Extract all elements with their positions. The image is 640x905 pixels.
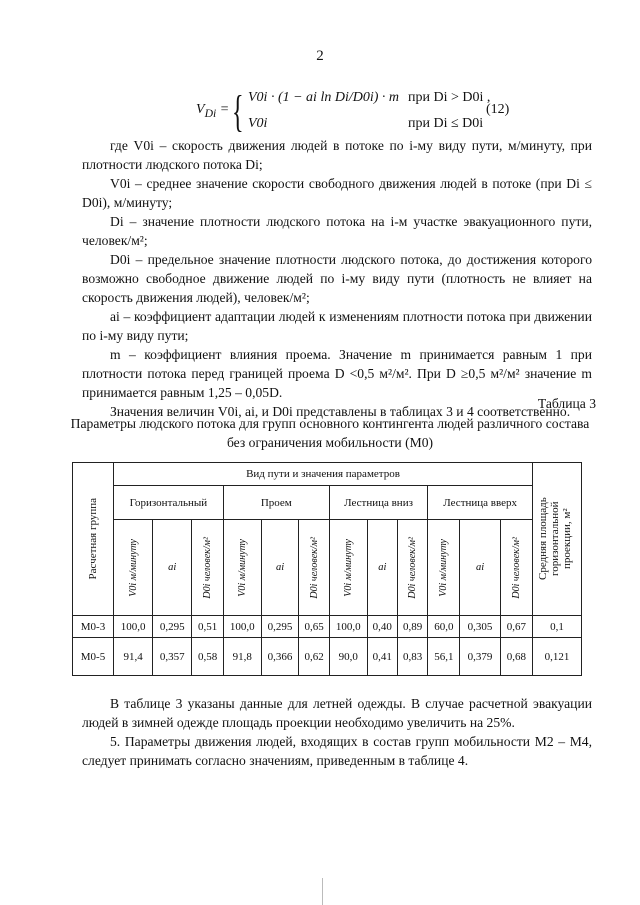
cell: 0,357 xyxy=(153,638,192,676)
row-area: 0,1 xyxy=(533,616,582,638)
sub-v0i: V0i м/минуту xyxy=(223,520,261,616)
cell: 0,83 xyxy=(397,638,427,676)
cell: 0,366 xyxy=(261,638,299,676)
table-row xyxy=(73,616,582,638)
cell: 91,4 xyxy=(114,638,153,676)
definition-v0i: V0i – среднее значение скорости свободного движения людей в потоке (при Di ≤ D0i), м/минуту; xyxy=(82,176,592,210)
sub-v0i: V0i м/минуту xyxy=(329,520,367,616)
sub-ai: ai xyxy=(261,520,299,616)
cell: 100,0 xyxy=(223,616,261,638)
cell: 0,58 xyxy=(192,638,223,676)
sub-v0i: V0i м/минуту xyxy=(114,520,153,616)
cell: 0,295 xyxy=(153,616,192,638)
row-group: М0-5 xyxy=(73,638,114,676)
definition-v: где V0i – скорость движения людей в потоке по i-му виду пути, м/минуту, при плотности людского потока Di; xyxy=(82,138,592,172)
after-table-text xyxy=(82,694,592,770)
area-header: Средняя площадь горизонтальной проекции, м² xyxy=(533,463,582,616)
formula-condition-1: при Di > D0i , xyxy=(408,90,491,105)
sub-ai: ai xyxy=(367,520,397,616)
sub-ai: ai xyxy=(460,520,500,616)
cell: 60,0 xyxy=(428,616,460,638)
formula-line-2: V0i xyxy=(248,116,268,131)
formula-lhs: $V_{Di}$ = xyxy=(196,102,230,120)
cell: 90,0 xyxy=(329,638,367,676)
definition-m: m – коэффициент влияния проема. Значение m принимается равным 1 при плотности потока перед границей проема D <0,5 м²/м². При D ≥0,5 м²/м² значение m принимается равным 1,25 – 0,05D. xyxy=(82,347,592,400)
cell: 0,41 xyxy=(367,638,397,676)
paragraph-5: 5. Параметры движения людей, входящих в состав групп мобильности М2 – М4, следует принимать согласно значениям, приведенным в таблице 4. xyxy=(82,734,592,768)
cell: 0,89 xyxy=(397,616,427,638)
parameters-table xyxy=(72,462,582,676)
path-stairs-up: Лестница вверх xyxy=(428,486,533,520)
formula-condition-2: при Di ≤ D0i xyxy=(408,116,484,131)
scan-artifact xyxy=(322,878,323,905)
params-header: Вид пути и значения параметров xyxy=(114,463,533,486)
group-header: Расчетная группа xyxy=(73,463,114,616)
table-row xyxy=(73,638,582,676)
cell: 0,379 xyxy=(460,638,500,676)
values-reference: Значения величин V0i, ai, и D0i представлены в таблицах 3 и 4 соответственно. xyxy=(110,404,571,419)
table-caption: Параметры людского потока для групп основного контингента людей различного состава без ограничения мобильности (М0) xyxy=(70,416,590,450)
definition-ai: ai – коэффициент адаптации людей к изменениям плотности потока при движении по i-му виду пути; xyxy=(82,309,592,343)
row-area: 0,121 xyxy=(533,638,582,676)
cell: 0,40 xyxy=(367,616,397,638)
cell: 56,1 xyxy=(428,638,460,676)
cell: 0,65 xyxy=(299,616,329,638)
formula-number: (12) xyxy=(486,102,510,117)
cell: 0,295 xyxy=(261,616,299,638)
path-horizontal: Горизонтальный xyxy=(114,486,224,520)
sub-d0i: D0i человек/м² xyxy=(500,520,532,616)
definitions-block xyxy=(82,136,592,421)
cell: 0,67 xyxy=(500,616,532,638)
sub-d0i: D0i человек/м² xyxy=(192,520,223,616)
cell: 0,305 xyxy=(460,616,500,638)
cell: 0,51 xyxy=(192,616,223,638)
formula-12 xyxy=(196,87,616,138)
sub-v0i: V0i м/минуту xyxy=(428,520,460,616)
summer-clothing-note: В таблице 3 указаны данные для летней одежды. В случае расчетной эвакуации людей в зимней одежде площадь проекции необходимо увеличить на 25%. xyxy=(82,696,592,730)
formula-brace: { xyxy=(232,87,244,136)
sub-ai: ai xyxy=(153,520,192,616)
page-number: 2 xyxy=(316,48,324,64)
table-label: Таблица 3 xyxy=(537,396,596,411)
definition-d0i: D0i – предельное значение плотности людского потока, до достижения которого возможно свободное движение людей по i-му виду пути (плотность не влияет на скорость движения людей), человек/м²; xyxy=(82,252,592,305)
cell: 100,0 xyxy=(329,616,367,638)
cell: 0,68 xyxy=(500,638,532,676)
cell: 91,8 xyxy=(223,638,261,676)
sub-d0i: D0i человек/м² xyxy=(397,520,427,616)
formula-line-1: V0i · (1 − ai ln Di/D0i) · m xyxy=(248,90,399,105)
path-opening: Проем xyxy=(223,486,329,520)
path-stairs-down: Лестница вниз xyxy=(329,486,427,520)
cell: 100,0 xyxy=(114,616,153,638)
definition-di: Di – значение плотности людского потока на i-м участке эвакуационного пути, человек/м²; xyxy=(82,214,592,248)
cell: 0,62 xyxy=(299,638,329,676)
row-group: М0-3 xyxy=(73,616,114,638)
sub-d0i: D0i человек/м² xyxy=(299,520,329,616)
